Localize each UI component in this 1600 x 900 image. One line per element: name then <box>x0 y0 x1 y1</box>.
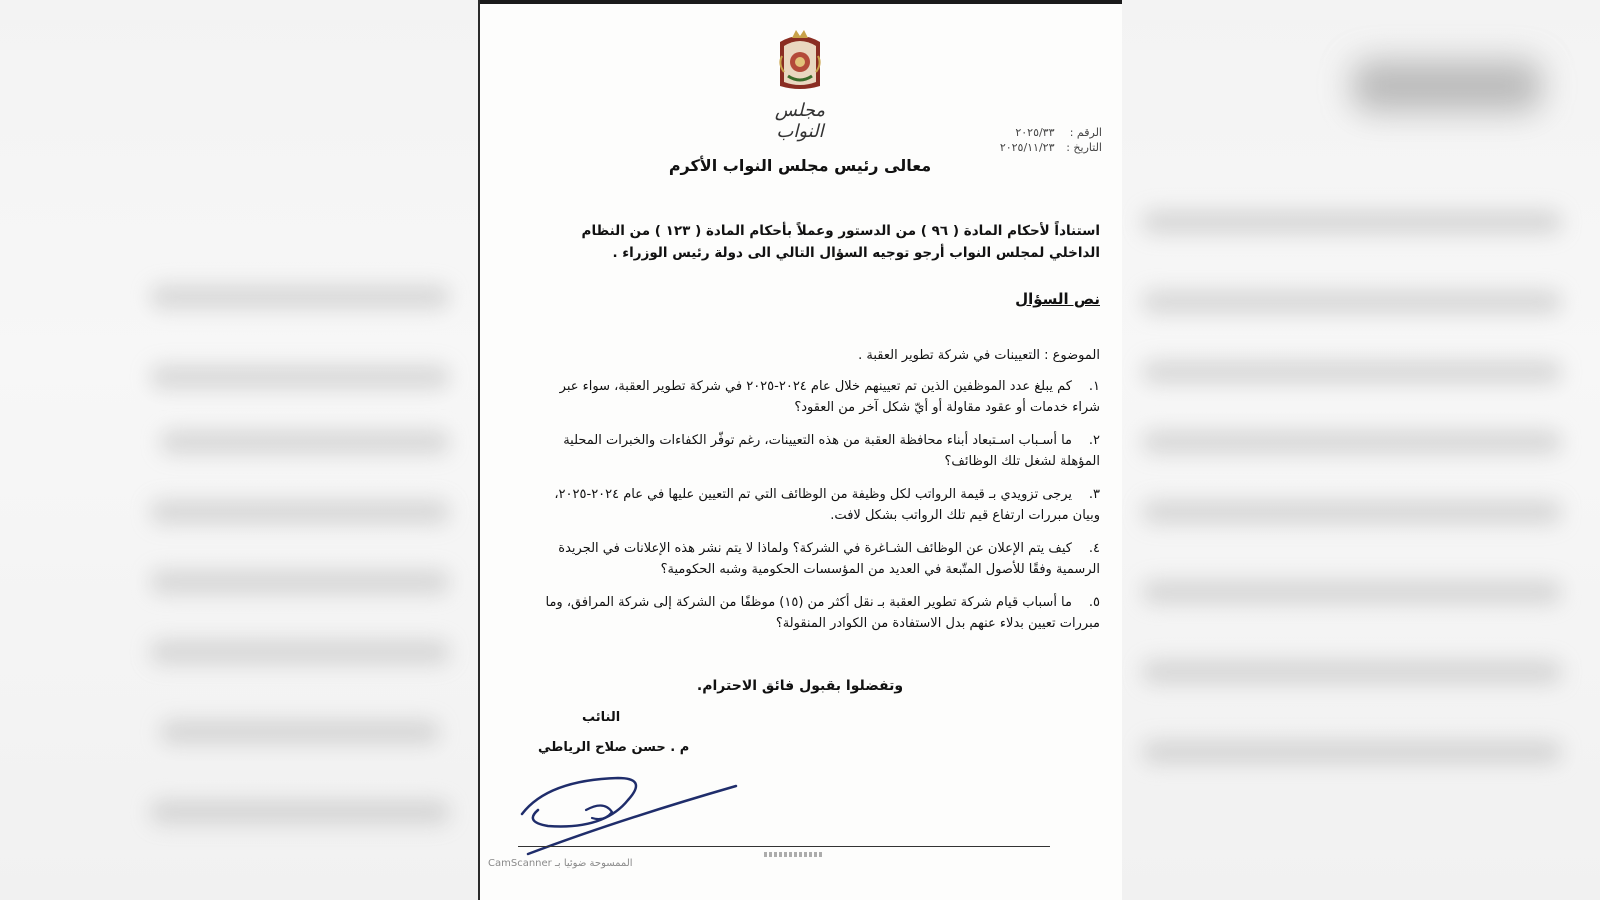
blurred-text-line <box>1142 740 1562 764</box>
subject-line: الموضوع : التعيينات في شركة تطوير العقبة . <box>858 348 1100 363</box>
blurred-text-line <box>1142 660 1562 684</box>
reference-date-label: التاريخ : <box>1066 141 1102 154</box>
blurred-text-line <box>160 720 440 744</box>
reference-date <box>1000 141 1102 154</box>
closing-line: وتفضلوا بقبول فائق الاحترام. <box>696 678 904 694</box>
reference-number <box>1015 126 1102 139</box>
blurred-text-line <box>1142 290 1562 314</box>
blurred-text-line <box>1142 430 1562 454</box>
question-number: ٢. <box>1088 433 1100 448</box>
signature-icon <box>508 770 738 870</box>
question-text: يرجى تزويدي بـ قيمة الرواتب لكل وظيفة من الوظائف التي تم التعيين عليها في عام ٢٠٢٤-٢٠٢٥، وبيان مبررات ارتفاع قيم تلك الرواتب بشكل لافت. <box>554 487 1100 523</box>
blurred-backdrop-left <box>0 0 478 900</box>
blurred-text-line <box>150 500 450 524</box>
footer-rule <box>518 846 1050 847</box>
reference-number-value: ٢٠٢٥/٣٣ <box>1015 126 1055 139</box>
blurred-text-line <box>150 800 450 824</box>
question-number: ٤. <box>1088 541 1100 556</box>
blurred-text-line <box>150 365 450 389</box>
footer-reference-mark <box>764 852 824 857</box>
blurred-text-line <box>1142 500 1562 524</box>
question-text: كيف يتم الإعلان عن الوظائف الشـاغرة في الشركة؟ ولماذا لا يتم نشر هذه الإعلانات في الجريدة الرسمية وفقًا للأصول المتّبعة في العديد من المؤسسات الحكومية وشبه الحكومية؟ <box>558 541 1100 577</box>
signatory-name: م . حسن صلاح الرياطي <box>538 740 690 755</box>
question-number: ٣. <box>1088 487 1100 502</box>
question-item <box>540 484 1100 526</box>
intro-paragraph: استناداً لأحكام المادة ( ٩٦ ) من الدستور وعملاً بأحكام المادة ( ١٢٣ ) من النظام الداخلي لمجلس النواب أرجو توجيه السؤال التالي الى دولة رئيس الوزراء . <box>581 223 1100 261</box>
question-item <box>540 430 1100 472</box>
reference-date-value: ٢٠٢٥/١١/٢٣ <box>999 141 1055 154</box>
blurred-text-line <box>150 640 450 664</box>
left-border <box>478 0 480 900</box>
blurred-text-line <box>150 570 450 594</box>
blurred-backdrop-right <box>1122 0 1600 900</box>
question-item <box>540 376 1100 418</box>
question-text: ما أسباب قيام شركة تطوير العقبة بـ نقل أكثر من (١٥) موظفًا من الشركة إلى شركة المرافق، وما مبررات تعيين بدلاء عنهم بدل الاستفادة من الكوادر المنقولة؟ <box>545 595 1100 631</box>
blurred-text-line <box>1142 360 1562 384</box>
blurred-text-line <box>1142 210 1562 234</box>
blurred-text-line <box>1142 580 1562 604</box>
question-number: ١. <box>1088 379 1100 394</box>
blurred-block <box>1352 60 1542 112</box>
blurred-text-line <box>150 285 450 309</box>
question-heading: نص السؤال <box>1015 290 1100 308</box>
coat-of-arms-icon <box>774 28 826 92</box>
question-list <box>540 376 1100 646</box>
document-page <box>478 0 1122 900</box>
top-border <box>478 0 1122 4</box>
question-text: ما أسـباب اسـتبعاد أبناء محافظة العقبة من هذه التعيينات، رغم توفّر الكفاءات والخبرات المحلية المؤهلة لشغل تلك الوظائف؟ <box>563 433 1100 469</box>
emblem-caption: مجلس النواب <box>774 100 826 142</box>
scan-watermark: الممسوحة ضوئيا بـ CamScanner <box>488 858 633 869</box>
question-text: كم يبلغ عدد الموظفين الذين تم تعيينهم خلال عام ٢٠٢٤-٢٠٢٥ في شركة تطوير العقبة، سواء عبر شراء خدمات أو عقود مقاولة أو أيّ شكل آخر من العقود؟ <box>559 379 1100 415</box>
question-item <box>540 592 1100 634</box>
question-item <box>540 538 1100 580</box>
addressee: معالى رئيس مجلس النواب الأكرم <box>668 156 932 175</box>
question-number: ٥. <box>1088 595 1100 610</box>
signatory-title: النائب <box>582 710 621 725</box>
blurred-text-line <box>160 430 450 454</box>
reference-number-label: الرقم : <box>1069 126 1102 139</box>
